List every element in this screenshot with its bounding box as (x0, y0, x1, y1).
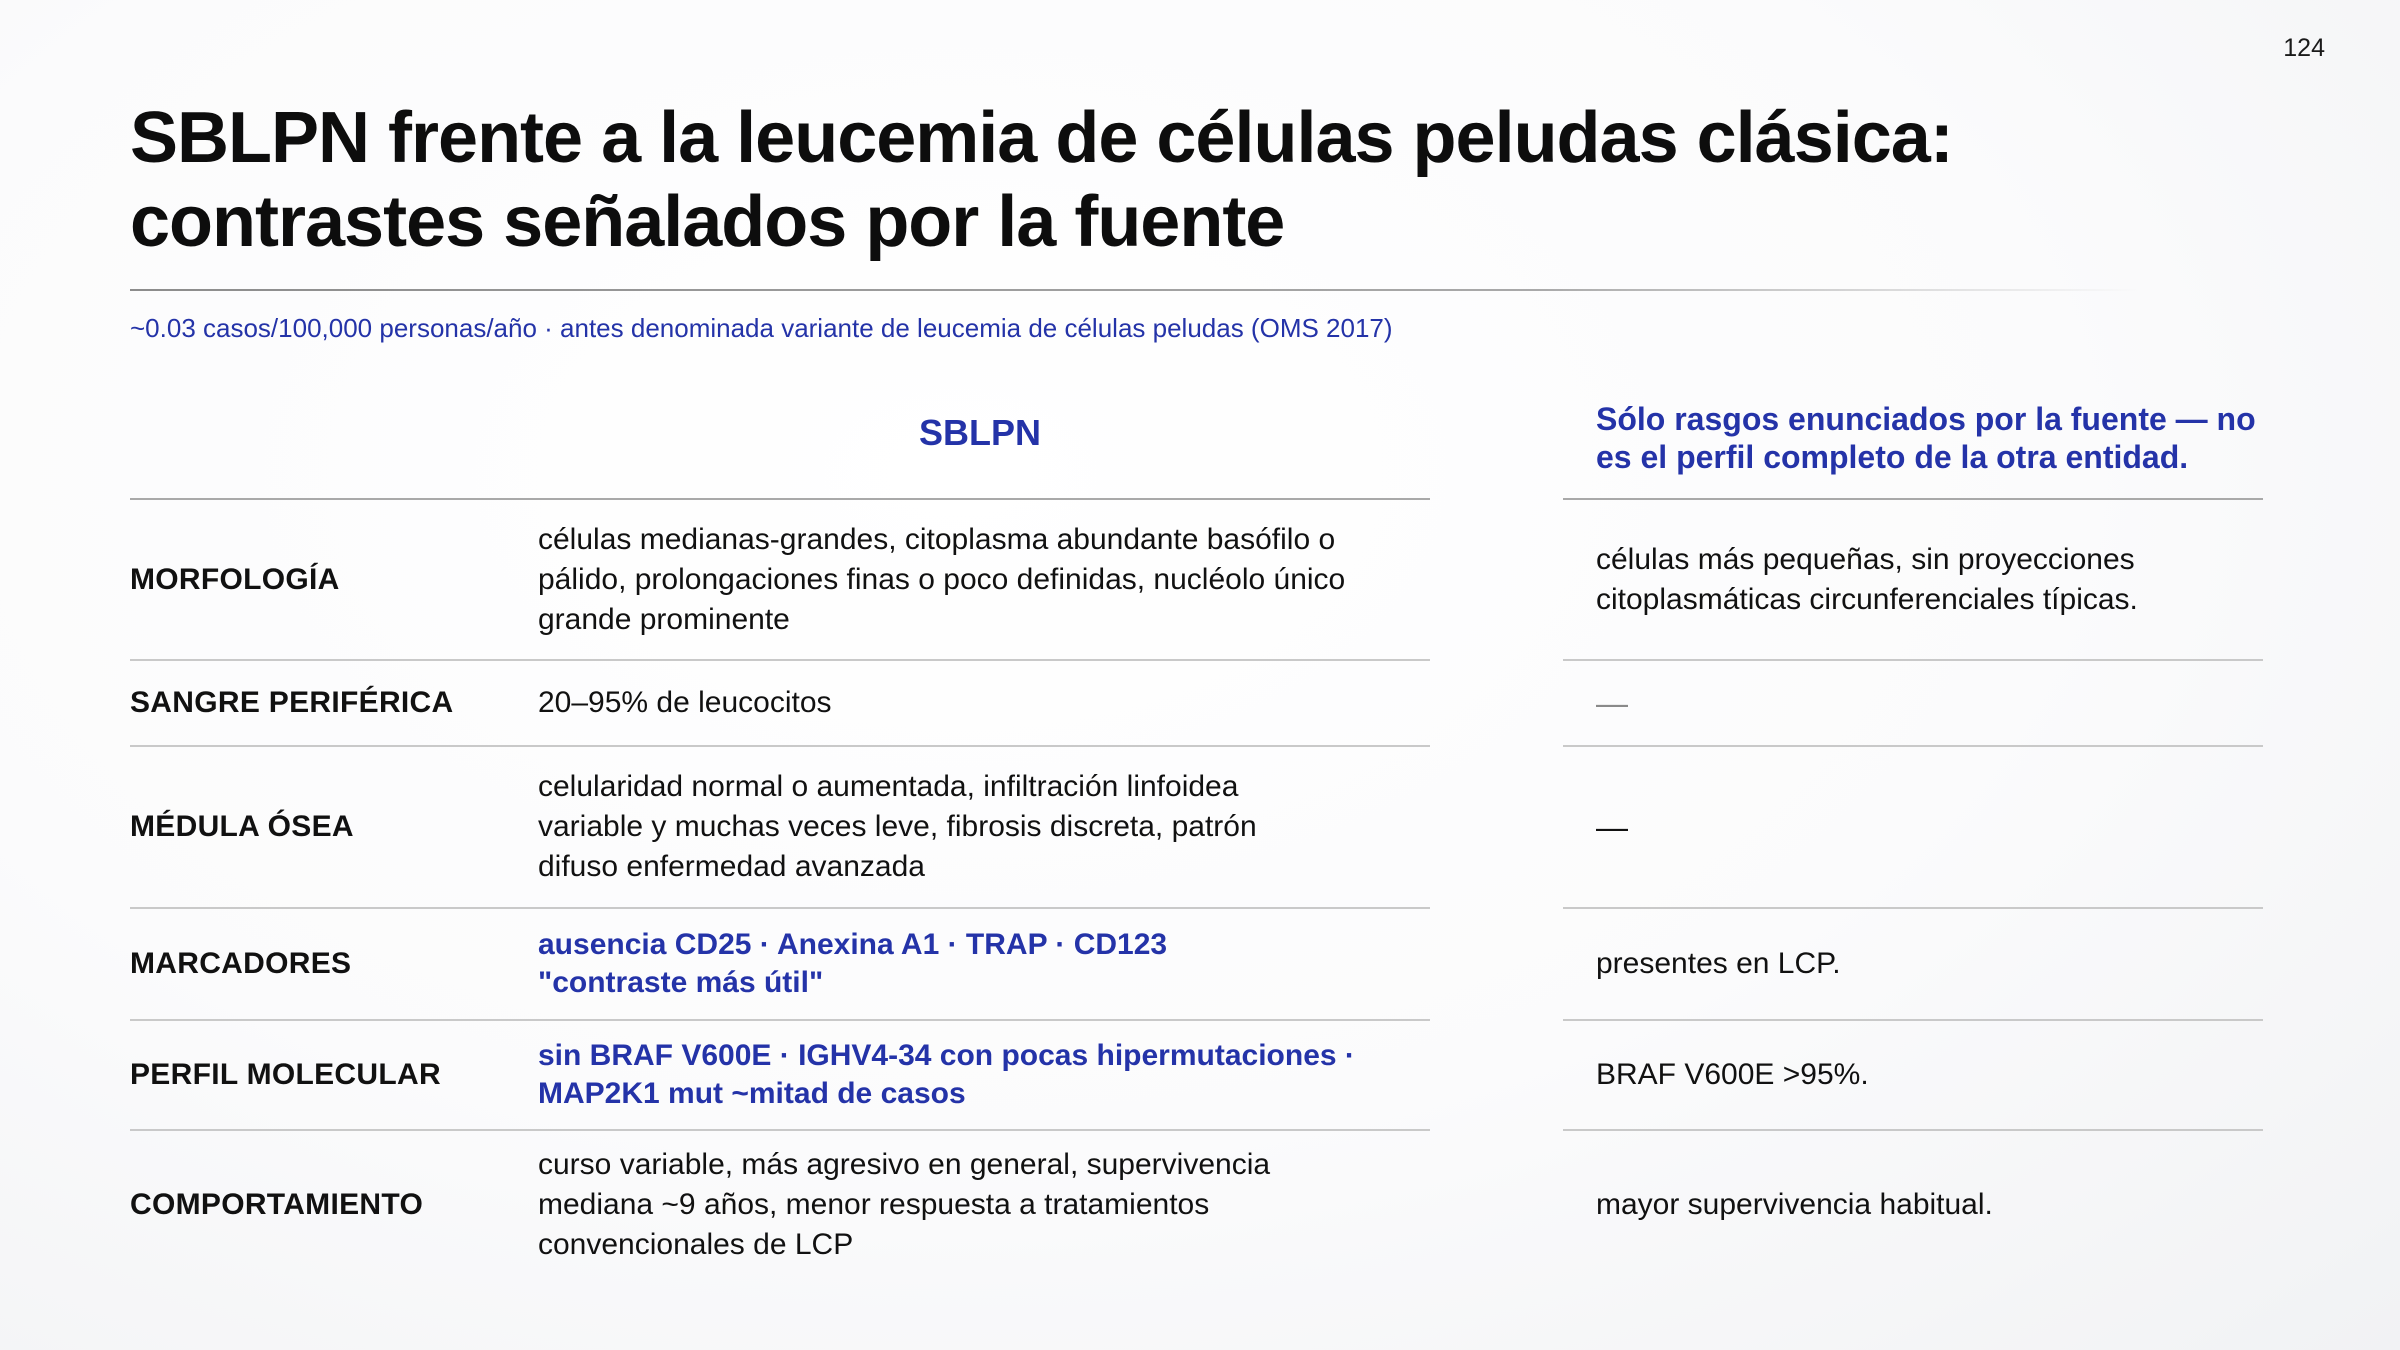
row-label: MÉDULA ÓSEA (130, 810, 354, 843)
table-row-perfil-molecular (0, 1021, 2400, 1129)
row-contrast-text: presentes en LCP. (1596, 947, 1841, 980)
table-row-medula-osea (0, 747, 2400, 907)
row-contrast-dash: — (1596, 685, 1628, 721)
column-header-source-note: Sólo rasgos enunciados por la fuente — no es el perfil completo de la otra entidad. (1596, 401, 2256, 475)
table-row-sangre-periferica (0, 661, 2400, 745)
row-contrast-value (1596, 500, 2236, 659)
row-sblpn-text: celularidad normal o aumentada, infiltración linfoidea variable y muchas veces leve, fibrosis discreta, patrón difuso enfermedad avanzada (538, 770, 1257, 883)
title-divider (130, 289, 2140, 291)
row-label: MORFOLOGÍA (130, 562, 340, 596)
table-row-marcadores (0, 909, 2400, 1019)
row-sblpn-molecular-cont: MAP2K1 mut ~mitad de casos (538, 1077, 966, 1110)
row-contrast-value (1596, 1021, 2256, 1129)
row-contrast-value (1596, 1131, 2256, 1279)
row-label: SANGRE PERIFÉRICA (130, 686, 454, 719)
row-sblpn-molecular: sin BRAF V600E · IGHV4-34 con pocas hipermutaciones · (538, 1039, 1355, 1072)
subtitle: ~0.03 casos/100,000 personas/año · antes denominada variante de leucemia de células peludas (OMS 2017) (130, 313, 1393, 343)
column-header-sblpn: SBLPN (918, 412, 1041, 453)
row-sblpn-text: curso variable, más agresivo en general, supervivencia mediana ~9 años, menor respuesta a tratamientos convencionales de LCP (538, 1148, 1271, 1261)
row-contrast-text: células más pequeñas, sin proyecciones citoplasmáticas circunferenciales típicas. (1596, 542, 2138, 616)
table-row-comportamiento (0, 1131, 2400, 1279)
row-contrast-value (1596, 909, 2256, 1019)
row-sblpn-value (538, 1021, 1428, 1129)
row-label: MARCADORES (130, 947, 352, 980)
row-sblpn-value (538, 747, 1338, 907)
row-sblpn-value (538, 1131, 1338, 1279)
row-sblpn-text: 20–95% de leucocitos (538, 686, 832, 719)
row-sblpn-value (538, 500, 1358, 659)
row-contrast-text: BRAF V600E >95%. (1596, 1058, 1869, 1091)
row-sblpn-note: "contraste más útil" (538, 966, 824, 999)
row-label: COMPORTAMIENTO (130, 1188, 424, 1221)
row-sblpn-value (538, 661, 1428, 745)
row-contrast-value (1596, 747, 2256, 907)
row-label: PERFIL MOLECULAR (130, 1058, 441, 1091)
page-number: 124 (2283, 34, 2325, 62)
row-contrast-text: mayor supervivencia habitual. (1596, 1188, 1993, 1221)
row-sblpn-value (538, 909, 1428, 1019)
row-contrast-dash: — (1596, 809, 1628, 845)
row-sblpn-markers: ausencia CD25 · Anexina A1 · TRAP · CD123 (538, 928, 1168, 961)
slide-title: SBLPN frente a la leucemia de células peludas clásica: contrastes señalados por la fuente (130, 98, 1953, 262)
row-contrast-value (1596, 661, 2256, 745)
table-row-morfologia (0, 500, 2400, 659)
row-sblpn-text: células medianas-grandes, citoplasma abundante basófilo o pálido, prolongaciones finas o poco definidas, nucléolo único grande prominente (538, 522, 1346, 636)
